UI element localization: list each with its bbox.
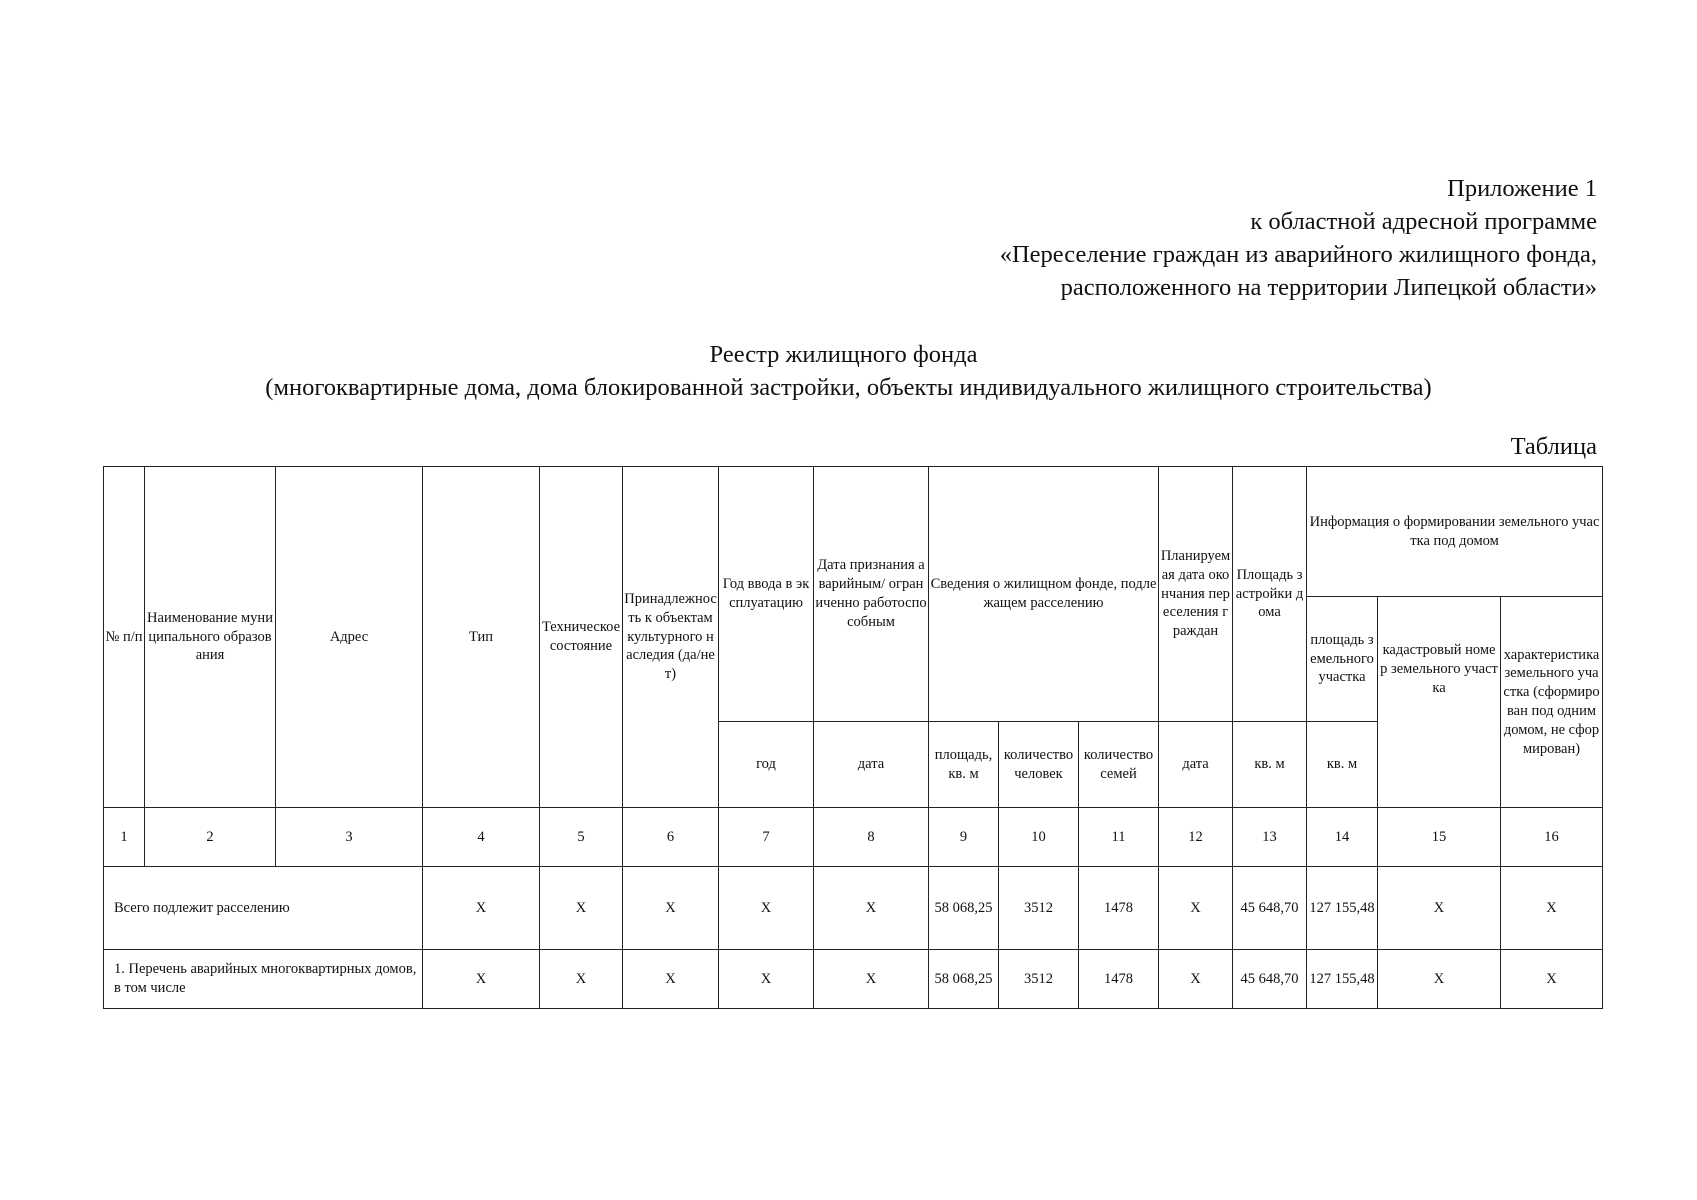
appendix-line-4: расположенного на территории Липецкой области» (1060, 274, 1597, 301)
cell-type: X (423, 950, 540, 1009)
registry-table (103, 466, 1603, 1009)
header-municipality: Наименование муниципального образования (145, 467, 276, 808)
cell-build-area: 45 648,70 (1233, 950, 1307, 1009)
row-label: 1. Перечень аварийных многоквартирных домов, в том числе (104, 950, 423, 1009)
col-number: 6 (623, 808, 719, 867)
col-number: 4 (423, 808, 540, 867)
header-sub-year: год (719, 722, 814, 808)
header-heritage: Принадлежность к объектам культурного наследия (да/нет) (623, 467, 719, 808)
header-sub-date-2: дата (1159, 722, 1233, 808)
cell-land-area: 127 155,48 (1307, 867, 1378, 950)
header-cadastral: кадастровый номер земельного участка (1378, 597, 1501, 808)
appendix-line-2: к областной адресной программе (1250, 208, 1597, 235)
header-sub-sqm-2: кв. м (1307, 722, 1378, 808)
col-number: 1 (104, 808, 145, 867)
col-number: 10 (999, 808, 1079, 867)
cell-cadastral: X (1378, 950, 1501, 1009)
col-number: 3 (276, 808, 423, 867)
cell-date: X (814, 867, 929, 950)
cell-build-area: 45 648,70 (1233, 867, 1307, 950)
col-number: 13 (1233, 808, 1307, 867)
col-number: 14 (1307, 808, 1378, 867)
col-number: 16 (1501, 808, 1603, 867)
header-sub-people: количество человек (999, 722, 1079, 808)
col-number: 12 (1159, 808, 1233, 867)
header-sub-date: дата (814, 722, 929, 808)
header-housing-info: Сведения о жилищном фонде, подлежащем расселению (929, 467, 1159, 722)
title-line-1: Реестр жилищного фонда (709, 341, 978, 368)
header-land-area: площадь земельного участка (1307, 597, 1378, 722)
cell-land-char: X (1501, 867, 1603, 950)
cell-people: 3512 (999, 950, 1079, 1009)
appendix-line-1: Приложение 1 (1447, 175, 1597, 202)
cell-area: 58 068,25 (929, 867, 999, 950)
table-row (104, 950, 1603, 1009)
header-planned-date: Планируемая дата окончания переселения граждан (1159, 467, 1233, 722)
cell-heritage: X (623, 867, 719, 950)
appendix-line-3: «Переселение граждан из аварийного жилищного фонда, (999, 241, 1597, 268)
col-number: 11 (1079, 808, 1159, 867)
cell-area: 58 068,25 (929, 950, 999, 1009)
cell-year: X (719, 950, 814, 1009)
header-row-1 (104, 467, 1603, 597)
header-year-commissioned: Год ввода в эксплуатацию (719, 467, 814, 722)
cell-heritage: X (623, 950, 719, 1009)
header-tech-state: Техническое состояние (540, 467, 623, 808)
appendix-header (1000, 172, 1597, 304)
cell-type: X (423, 867, 540, 950)
header-address: Адрес (276, 467, 423, 808)
cell-families: 1478 (1079, 867, 1159, 950)
header-sub-area: площадь, кв. м (929, 722, 999, 808)
cell-cadastral: X (1378, 867, 1501, 950)
cell-planned: X (1159, 950, 1233, 1009)
document-title (0, 338, 1697, 404)
cell-year: X (719, 867, 814, 950)
row-label: Всего подлежит расселению (104, 867, 423, 950)
header-num: № п/п (104, 467, 145, 808)
header-sub-sqm: кв. м (1233, 722, 1307, 808)
table-row (104, 867, 1603, 950)
cell-date: X (814, 950, 929, 1009)
col-number: 8 (814, 808, 929, 867)
cell-land-area: 127 155,48 (1307, 950, 1378, 1009)
cell-planned: X (1159, 867, 1233, 950)
cell-tech: X (540, 867, 623, 950)
column-number-row (104, 808, 1603, 867)
col-number: 7 (719, 808, 814, 867)
col-number: 9 (929, 808, 999, 867)
col-number: 2 (145, 808, 276, 867)
header-emergency-date: Дата признания аварийным/ ограниченно работоспособным (814, 467, 929, 722)
header-sub-families: количество семей (1079, 722, 1159, 808)
cell-people: 3512 (999, 867, 1079, 950)
header-land-info: Информация о формировании земельного участка под домом (1307, 467, 1603, 597)
cell-land-char: X (1501, 950, 1603, 1009)
cell-families: 1478 (1079, 950, 1159, 1009)
header-land-characteristic: характеристика земельного участка (сформирован под одним домом, не сформирован) (1501, 597, 1603, 808)
col-number: 5 (540, 808, 623, 867)
header-building-area: Площадь застройки дома (1233, 467, 1307, 722)
header-type: Тип (423, 467, 540, 808)
table-caption: Таблица (1510, 433, 1597, 460)
title-line-2: (многоквартирные дома, дома блокированной застройки, объекты индивидуального жилищного строительства) (265, 374, 1432, 401)
col-number: 15 (1378, 808, 1501, 867)
cell-tech: X (540, 950, 623, 1009)
